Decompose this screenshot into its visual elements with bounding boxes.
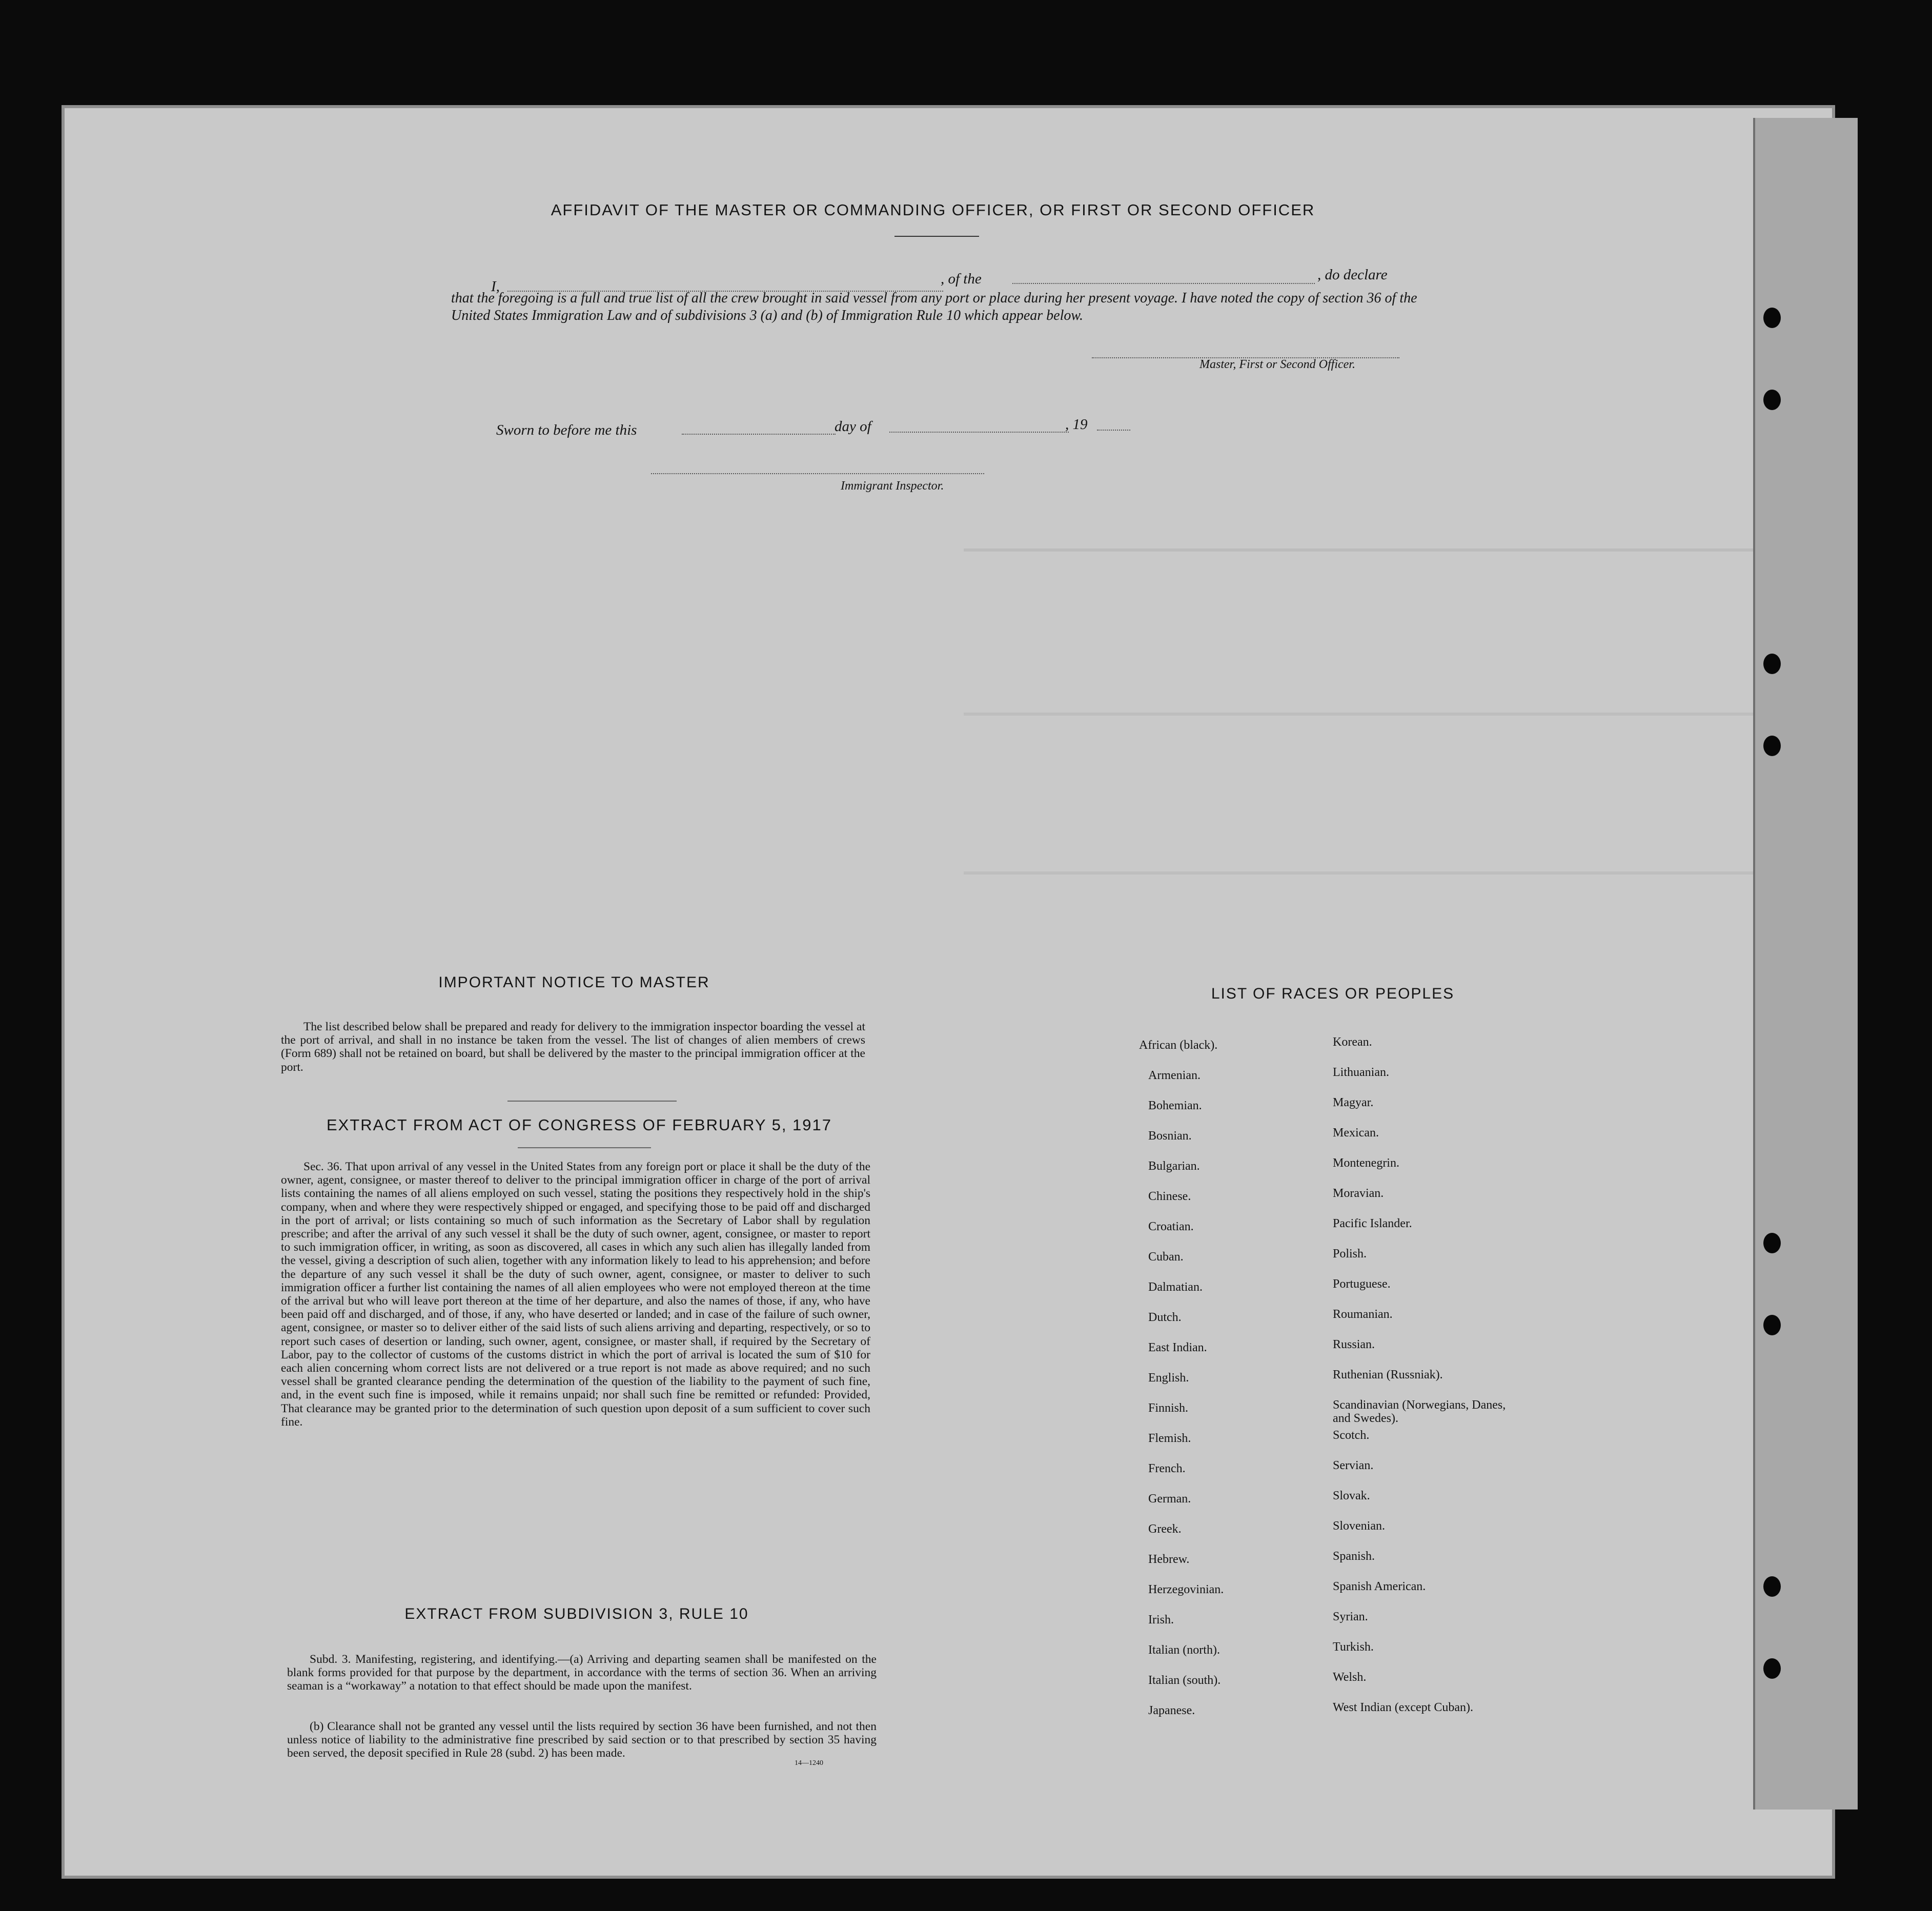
sworn-year-field[interactable]	[1097, 430, 1130, 431]
race-item: Russian.	[1333, 1338, 1375, 1351]
race-item: Welsh.	[1333, 1671, 1367, 1684]
race-item: Italian (north).	[1148, 1643, 1220, 1657]
race-item: Lithuanian.	[1333, 1066, 1389, 1079]
race-item: Roumanian.	[1333, 1308, 1393, 1321]
race-item: East Indian.	[1148, 1341, 1207, 1354]
affidavit-i-label: I,	[491, 278, 500, 295]
divider	[518, 1147, 651, 1148]
punch-hole	[1763, 1658, 1781, 1679]
race-item: Slovenian.	[1333, 1519, 1385, 1533]
affidavit-title: AFFIDAVIT OF THE MASTER OR COMMANDING OFFICER, OR FIRST OR SECOND OFFICER	[551, 201, 1315, 219]
punch-hole	[1763, 736, 1781, 756]
race-item: Spanish.	[1333, 1550, 1375, 1563]
race-item: Armenian.	[1148, 1069, 1201, 1082]
punch-hole	[1763, 1576, 1781, 1597]
day-of-label: day of	[835, 418, 871, 435]
rule-extract-title: EXTRACT FROM SUBDIVISION 3, RULE 10	[404, 1605, 749, 1622]
race-item: Greek.	[1148, 1522, 1182, 1536]
race-item: Montenegrin.	[1333, 1156, 1399, 1170]
form-number: 14—1240	[795, 1759, 823, 1767]
race-item: Chinese.	[1148, 1190, 1191, 1203]
notice-title: IMPORTANT NOTICE TO MASTER	[438, 974, 710, 991]
race-item: African (black).	[1139, 1039, 1218, 1052]
race-item: Turkish.	[1333, 1640, 1374, 1654]
race-item: German.	[1148, 1492, 1191, 1506]
affidavit-of-the-label: , of the	[941, 271, 982, 287]
inspector-signature-field[interactable]	[651, 473, 984, 474]
race-item: Spanish American.	[1333, 1580, 1426, 1593]
race-item: Bohemian.	[1148, 1099, 1202, 1112]
race-item: Croatian.	[1148, 1220, 1194, 1233]
year-prefix-label: , 19	[1065, 416, 1088, 433]
race-item: Finnish.	[1148, 1401, 1189, 1415]
race-item: Bulgarian.	[1148, 1160, 1200, 1173]
race-item: Scotch.	[1333, 1429, 1370, 1442]
rule-subdivision-a-text: Subd. 3. Manifesting, registering, and identifying.—(a) Arriving and departing seamen shall be manifested on the blank forms provided for that purpose by the department, in accordance with the terms of section 36. When an arriving seaman is a “workaway” a notation to that effect should be made upon the manifest.	[287, 1653, 877, 1693]
vessel-name-field[interactable]	[1012, 283, 1315, 284]
punch-hole	[1763, 390, 1781, 410]
master-signature-label: Master, First or Second Officer.	[1199, 358, 1355, 371]
race-item: Polish.	[1333, 1247, 1367, 1261]
punch-hole	[1763, 654, 1781, 674]
race-item: Italian (south).	[1148, 1674, 1221, 1687]
notice-text: The list described below shall be prepared and ready for delivery to the immigration inspector boarding the vessel at the port of arrival, and shall in no instance be taken from the vessel. The list of changes of alien members of crews (Form 689) shall not be retained on board, but shall be delivered by the master to the principal immigration officer at the port.	[281, 1020, 865, 1074]
affidavit-statement: that the foregoing is a full and true list of all the crew brought in said vessel from any port or place during her present voyage. I have noted the copy of section 36 of the United States Immigration Law and of subdivisions 3 (a) and (b) of Immigration Rule 10 which appear below.	[451, 290, 1417, 323]
inspector-label: Immigrant Inspector.	[841, 479, 944, 493]
rule-subdivision-b-text: (b) Clearance shall not be granted any vessel until the lists required by section 36 have been furnished, and not then unless notice of liability to the administrative fine prescribed by said section or to that prescribed by section 35 having been served, the deposit specified in Rule 28 (subd. 2) has been made.	[287, 1720, 877, 1760]
race-item: Moravian.	[1333, 1187, 1384, 1200]
races-title: LIST OF RACES OR PEOPLES	[1211, 985, 1455, 1002]
race-item: Flemish.	[1148, 1432, 1191, 1445]
race-item: Dalmatian.	[1148, 1280, 1203, 1294]
race-item: Ruthenian (Russniak).	[1333, 1368, 1443, 1381]
punch-hole	[1763, 1315, 1781, 1335]
race-item: English.	[1148, 1371, 1189, 1385]
punch-hole	[1763, 308, 1781, 328]
sworn-to-label: Sworn to before me this	[496, 422, 637, 438]
form-page	[62, 105, 1835, 1879]
race-item: Portuguese.	[1333, 1277, 1391, 1291]
race-item: Bosnian.	[1148, 1129, 1192, 1143]
race-item: Mexican.	[1333, 1126, 1379, 1140]
act-extract-title: EXTRACT FROM ACT OF CONGRESS OF FEBRUARY 5, 1917	[326, 1116, 832, 1134]
punch-hole	[1763, 1233, 1781, 1253]
race-item: Japanese.	[1148, 1704, 1195, 1717]
race-item: Magyar.	[1333, 1096, 1374, 1109]
race-item: Hebrew.	[1148, 1553, 1190, 1566]
race-item: Dutch.	[1148, 1311, 1182, 1324]
race-item: Servian.	[1333, 1459, 1374, 1472]
affidavit-declare-label: , do declare	[1317, 267, 1388, 283]
act-section-36-text: Sec. 36. That upon arrival of any vessel in the United States from any foreign port or place it shall be the duty of the owner, agent, consignee, or master thereof to deliver to the principal immigration officer in charge of the port of arrival lists containing the names of all aliens employed on such vessel, stating the positions they respectively hold in the ship's company, when and where they were respectively shipped or engaged, and specifying those to be paid off and discharged in the port of arrival; or lists containing so much of such information as the Secretary of Labor shall by regulation prescribe; and after the arrival of any such vessel it shall be the duty of such owner, agent, consignee, or master to report to such immigration officer, in writing, as soon as discovered, all cases in which any such alien has illegally landed from the vessel, giving a description of such alien, together with any information likely to lead to his apprehension; and before the departure of any such vessel it shall be the duty of such owner, agent, consignee, or master to deliver to such immigration officer a further list containing the names of all alien employees who were not employed thereon at the time of the arrival but who will leave port thereon at the time of her departure, and also the names of those, if any, who have been paid off and discharged, and of those, if any, who have deserted or landed; and in case of the failure of such owner, agent, consignee, or master so to deliver either of the said lists of such aliens arriving and departing, respectively, or so to report such cases of desertion or landing, such owner, agent, consignee, or master shall, if required by the Secretary of Labor, pay to the collector of customs of the customs district in which the port of arrival is located the sum of $10 for each alien concerning whom correct lists are not delivered or a true report is not made as above required; and no such vessel shall be granted clearance pending the determination of the question of the liability to the payment of such fine, and, in the event such fine is imposed, while it remains unpaid; nor shall such fine be remitted or refunded: Provided, That clearance may be granted prior to the determination of such question upon deposit of a sum sufficient to cover such fine.	[281, 1160, 870, 1429]
race-item: Cuban.	[1148, 1250, 1184, 1264]
race-item: Herzegovinian.	[1148, 1583, 1224, 1596]
divider	[894, 236, 979, 237]
race-item: Pacific Islander.	[1333, 1217, 1412, 1230]
underlying-page-edge	[1753, 118, 1858, 1810]
race-item: Syrian.	[1333, 1610, 1368, 1623]
race-item: Korean.	[1333, 1035, 1372, 1049]
divider	[507, 1101, 677, 1102]
race-item: French.	[1148, 1462, 1186, 1475]
race-item: Slovak.	[1333, 1489, 1370, 1502]
race-item: West Indian (except Cuban).	[1333, 1701, 1473, 1714]
sworn-day-field[interactable]	[682, 434, 836, 435]
race-item: Scandinavian (Norwegians, Danes, and Swedes).	[1333, 1398, 1506, 1425]
sworn-month-field[interactable]	[889, 432, 1069, 433]
race-item: Irish.	[1148, 1613, 1174, 1627]
